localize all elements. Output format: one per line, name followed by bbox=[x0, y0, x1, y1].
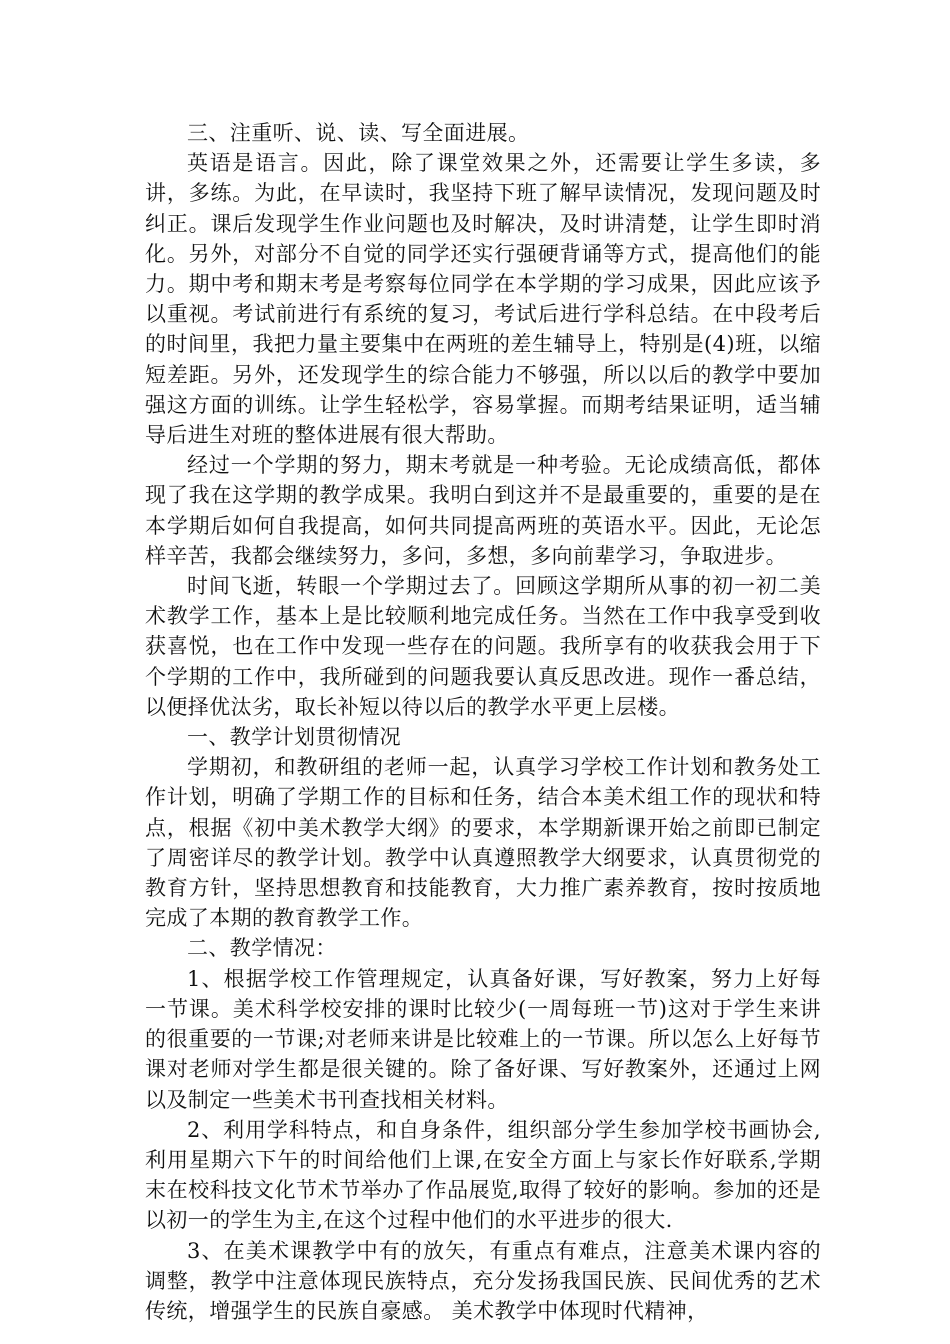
paragraph-term-effort: 经过一个学期的努力，期末考就是一种考验。无论成绩高低，都体现了我在这学期的教学成果。我明白到这并不是最重要的，重要的是在本学期后如何自我提高，如何共同提高两班的英语水平。因此，无论怎样辛苦，我都会继续努力，多问，多想，多向前辈学习，争取进步。 bbox=[145, 453, 821, 568]
paragraph-art-review: 时间飞逝，转眼一个学期过去了。回顾这学期所从事的初一初二美术教学工作，基本上是比较顺利地完成任务。当然在工作中我享受到收获喜悦，也在工作中发现一些存在的问题。我所享有的收获我会用于下个学期的工作中，我所碰到的问题我要认真反思改进。现作一番总结，以便择优汰劣，取长补短以待以后的教学水平更上层楼。 bbox=[145, 574, 821, 719]
section-heading-2: 二、教学情况： bbox=[187, 936, 337, 961]
document-body bbox=[145, 118, 821, 1326]
section-heading-3: 三、注重听、说、读、写全面进展。 bbox=[187, 121, 530, 145]
paragraph-teaching-plan: 学期初，和教研组的老师一起，认真学习学校工作计划和教务处工作计划，明确了学期工作的目标和任务，结合本美术组工作的现状和特点，根据《初中美术教学大纲》的要求，本学期新课开始之前即已制定了周密详尽的教学计划。教学中认真遵照教学大纲要求，认真贯彻党的教育方针，坚持思想教育和技能教育，大力推广素养教育，按时按质地完成了本期的教育教学工作。 bbox=[145, 755, 821, 931]
paragraph-item-1: 1、根据学校工作管理规定，认真备好课，写好教案，努力上好每一节课。美术科学校安排的课时比较少(一周每班一节)这对于学生来讲的很重要的一节课;对老师来讲是比较难上的一节课。所以怎么上好每节课对老师对学生都是很关键的。除了备好课、写好教案外，还通过上网以及制定一些美术书刊查找相关材料。 bbox=[145, 966, 821, 1112]
paragraph-item-2: 2、利用学科特点，和自身条件，组织部分学生参加学校书画协会,利用星期六下午的时间给他们上课,在安全方面上与家长作好联系,学期末在校科技文化节术节举办了作品展览,取得了较好的影响。参加的还是以初一的学生为主,在这个过程中他们的水平进步的很大. bbox=[145, 1117, 821, 1233]
paragraph-item-3: 3、在美术课教学中有的放矢，有重点有难点，注意美术课内容的调整，教学中注意体现民族特点，充分发扬我国民族、民间优秀的艺术传统，增强学生的民族自豪感。 美术教学中体现时代精神， bbox=[145, 1238, 821, 1323]
paragraph-english-practice: 英语是语言。因此，除了课堂效果之外，还需要让学生多读，多讲，多练。为此，在早读时，我坚持下班了解早读情况，发现问题及时纠正。课后发现学生作业问题也及时解决，及时讲清楚，让学生即时消化。另外，对部分不自觉的同学还实行强硬背诵等方式，提高他们的能力。期中考和期末考是考察每位同学在本学期的学习成果，因此应该予以重视。考试前进行有系统的复习，考试后进行学科总结。在中段考后的时间里，我把力量主要集中在两班的差生辅导上，特别是(4)班，以缩短差距。另外，还发现学生的综合能力不够强，所以以后的教学中要加强这方面的训练。让学生轻松学，容易掌握。而期考结果证明，适当辅导后进生对班的整体进展有很大帮助。 bbox=[145, 151, 821, 448]
section-heading-1: 一、教学计划贯彻情况 bbox=[187, 725, 401, 750]
